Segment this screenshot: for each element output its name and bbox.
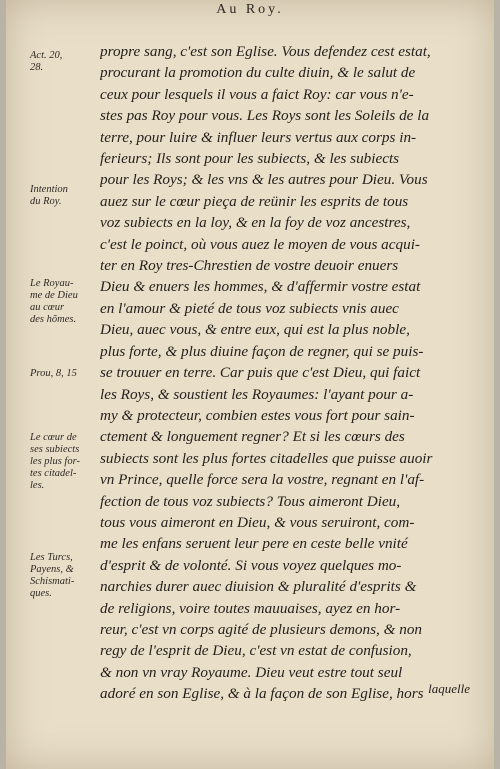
book-page bbox=[6, 0, 494, 769]
text-line: stes pas Roy pour vous. Les Roys sont les Soleils de la bbox=[100, 107, 430, 125]
margin-note-line: me de Dieu bbox=[30, 290, 78, 301]
catchword: laquelle bbox=[428, 681, 470, 696]
text-line: ctement & longuement regner? Et si les cœurs des bbox=[100, 428, 405, 446]
running-title: Au Roy. bbox=[216, 2, 284, 17]
margin-note-line: Act. 20, bbox=[30, 50, 63, 61]
margin-note-line: Schismati- bbox=[30, 576, 75, 587]
margin-note-line: ses subiects bbox=[30, 444, 80, 455]
margin-note-line: 28. bbox=[30, 62, 44, 73]
text-line: Dieu & enuers les hommes, & d'affermir vostre estat bbox=[100, 278, 421, 296]
text-line: voz subiects en la loy, & en la foy de voz ancestres, bbox=[100, 214, 411, 232]
text-line: ter en Roy tres-Chrestien de vostre deuoir enuers bbox=[100, 257, 399, 275]
text-line: c'est le poinct, où vous auez le moyen de vous acqui- bbox=[100, 235, 420, 253]
margin-note-intention bbox=[30, 184, 100, 208]
text-line: les Roys, & soustient les Royaumes: l'ayant pour a- bbox=[100, 385, 414, 403]
text-line: fection de tous voz subiects? Tous aimeront Dieu, bbox=[100, 492, 401, 510]
text-line: subiects sont les plus fortes citadelles que puisse auoir bbox=[100, 449, 433, 467]
margin-note-line: des hõmes. bbox=[30, 314, 77, 325]
text-line: adoré en son Eglise, & à la façon de son Eglise, hors bbox=[100, 685, 424, 703]
text-line: pour les Roys; & les vns & les autres pour Dieu. Vous bbox=[100, 171, 428, 189]
text-line: auez sur le cœur pieça de reünir les esprits de tous bbox=[100, 192, 409, 210]
margin-note-proverbs bbox=[30, 368, 100, 380]
margin-note-line: ques. bbox=[30, 588, 52, 599]
text-line: my & protecteur, combien estes vous fort pour sain- bbox=[100, 406, 415, 424]
text-line: narchies durer auec diuision & pluralité d'esprits & bbox=[100, 578, 417, 596]
text-line: plus forte, & plus diuine façon de regner, qui se puis- bbox=[100, 342, 424, 360]
text-line: me les enfans seruent leur pere en ceste belle vnité bbox=[100, 535, 408, 553]
margin-note-royaume bbox=[30, 278, 100, 326]
margin-note-line: Intention bbox=[30, 184, 68, 195]
margin-note-line: Prou, 8, 15 bbox=[30, 368, 77, 379]
margin-note-line: Les Turcs, bbox=[30, 552, 73, 563]
margin-note-acts bbox=[30, 50, 100, 74]
body-text bbox=[100, 41, 478, 705]
margin-note-line: Le Royau- bbox=[30, 278, 74, 289]
margin-note-line: du Roy. bbox=[30, 196, 62, 207]
margin-note-citadelles bbox=[30, 432, 100, 492]
text-line: & non vn vray Royaume. Dieu veut estre tout seul bbox=[100, 663, 403, 681]
text-line: vn Prince, quelle force sera la vostre, regnant en l'af- bbox=[100, 471, 425, 489]
text-line: regy de l'esprit de Dieu, c'est vn estat de confusion, bbox=[100, 642, 412, 660]
text-line: propre sang, c'est son Eglise. Vous defendez cest estat, bbox=[100, 43, 431, 60]
text-line: ferieurs; Ils sont pour les subiects, & les subiects bbox=[100, 150, 400, 168]
text-line: procurant la promotion du culte diuin, & le salut de bbox=[100, 64, 416, 82]
margin-note-line: Payens, & bbox=[30, 564, 74, 575]
text-line: ceux pour lesquels il vous a faict Roy: car vous n'e- bbox=[100, 85, 414, 103]
margin-note-line: les plus for- bbox=[30, 456, 80, 467]
text-line: tous vous aimeront en Dieu, & vous seruiront, com- bbox=[100, 513, 415, 531]
text-line: de religions, voire toutes mauuaises, ayez en hor- bbox=[100, 599, 401, 617]
text-line: terre, pour luire & influer leurs vertus aux corps in- bbox=[100, 128, 417, 146]
margin-note-line: Le cœur de bbox=[30, 432, 77, 443]
text-line: en l'amour & pieté de tous voz subiects vnis auec bbox=[100, 299, 399, 317]
margin-note-line: les. bbox=[30, 480, 45, 491]
margin-note-turcs bbox=[30, 552, 100, 600]
text-line: d'esprit & de volonté. Si vous voyez quelques mo- bbox=[100, 556, 402, 574]
text-line: se trouuer en terre. Car puis que c'est Dieu, qui faict bbox=[100, 364, 421, 382]
text-line: Dieu, auec vous, & entre eux, qui est la plus noble, bbox=[100, 321, 410, 339]
text-line: reur, c'est vn corps agité de plusieurs demons, & non bbox=[100, 620, 423, 638]
margin-note-line: au cœur bbox=[30, 302, 65, 313]
margin-note-line: tes citadel- bbox=[30, 468, 77, 479]
